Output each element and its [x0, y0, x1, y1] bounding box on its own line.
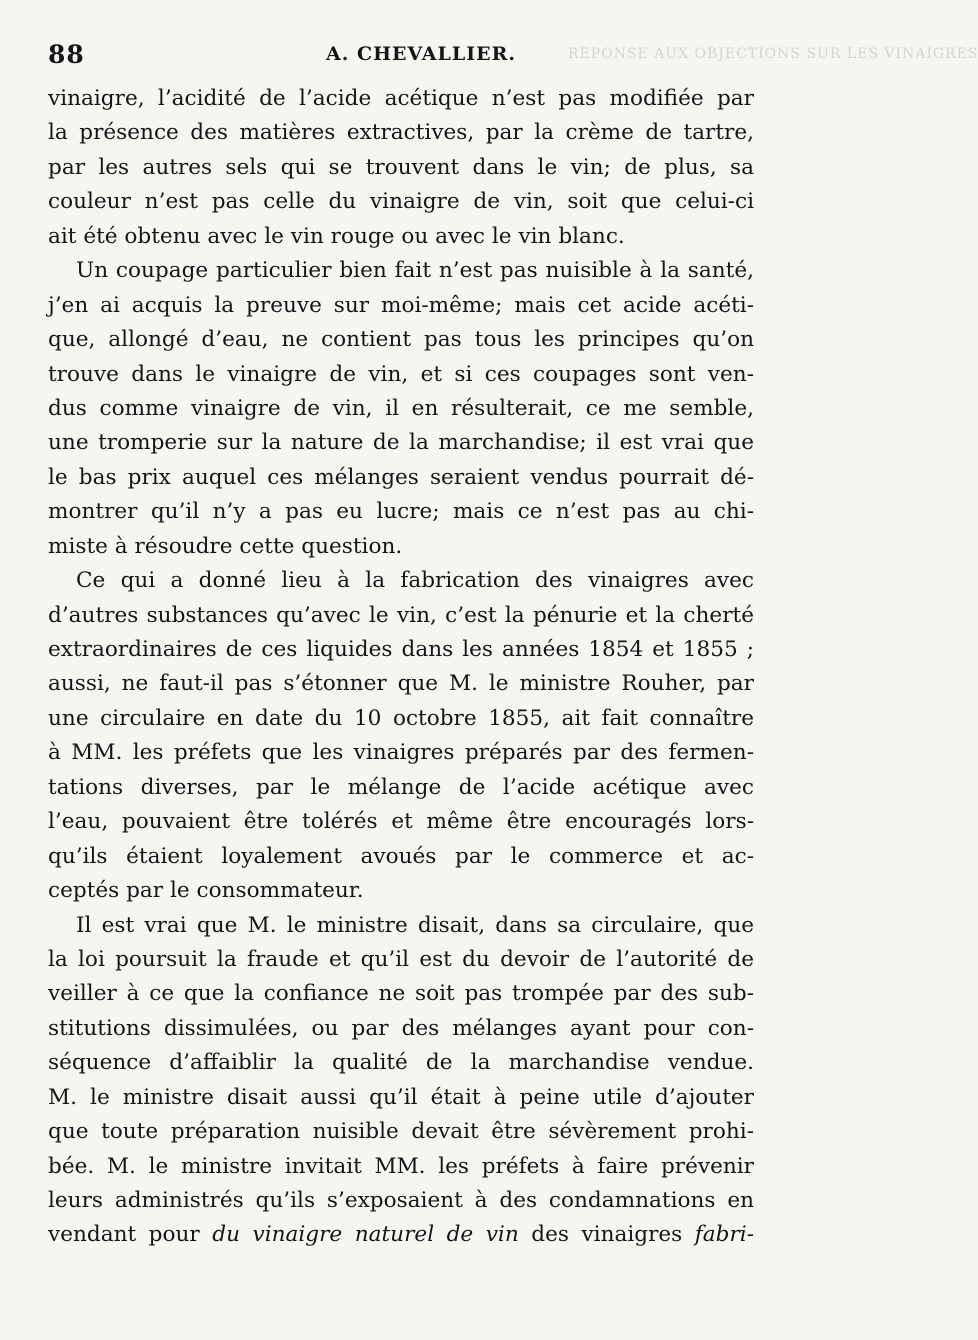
text-line: bée. M. le ministre invitait MM. les préfets à faire prévenir [48, 1153, 754, 1179]
text-line: l’eau, pouvaient être tolérés et même être encouragés lors- [48, 809, 754, 835]
paragraph-3 [48, 564, 754, 908]
text-line: séquence d’affaiblir la qualité de la marchandise vendue. [48, 1050, 754, 1076]
text-line: M. le ministre disait aussi qu’il était à peine utile d’ajouter [48, 1084, 754, 1110]
show-through-text: REPONSE AUX OBJECTIONS SUR LES VINAIGRES [568, 46, 978, 62]
italic-phrase: du vinaigre naturel de vin [212, 1222, 519, 1248]
italic-fragment: fabri- [694, 1222, 754, 1248]
text-line: d’autres substances qu’avec le vin, c’est la pénurie et la cherté [48, 602, 754, 628]
text-line: stitutions dissimulées, ou par des mélanges ayant pour con- [48, 1015, 754, 1041]
paragraph-4 [48, 909, 754, 1253]
text-line: Il est vrai que M. le ministre disait, dans sa circulaire, que [76, 912, 754, 938]
line-segment: des vinaigres [518, 1222, 695, 1248]
text-line: extraordinaires de ces liquides dans les années 1854 et 1855 ; [48, 637, 754, 662]
paragraph-1 [48, 82, 754, 254]
final-text-line [48, 1218, 754, 1252]
text-line: Ce qui a donné lieu à la fabrication des vinaigres avec [76, 568, 754, 594]
text-line: par les autres sels qui se trouvent dans le vin; de plus, sa [48, 154, 754, 180]
text-line: tations diverses, par le mélange de l’acide acétique avec [48, 774, 754, 800]
page-number: 88 [48, 40, 85, 69]
text-line: aussi, ne faut-il pas s’étonner que M. le ministre Rouher, par [48, 671, 754, 697]
text-line: une circulaire en date du 10 octobre 1855, ait fait connaître [48, 705, 754, 731]
running-title: A. CHEVALLIER. [326, 43, 517, 65]
line-segment: vendant pour [48, 1222, 213, 1248]
text-line: que, allongé d’eau, ne contient pas tous les principes qu’on [48, 327, 754, 353]
text-line: dus comme vinaigre de vin, il en résulterait, ce me semble, [48, 395, 754, 421]
text-line: qu’ils étaient loyalement avoués par le commerce et ac- [48, 843, 754, 869]
running-head [48, 40, 978, 70]
text-line: le bas prix auquel ces mélanges seraient vendus pourrait dé- [48, 464, 754, 490]
text-line: couleur n’est pas celle du vinaigre de vin, soit que celui-ci [48, 189, 754, 215]
text-line: que toute préparation nuisible devait être sévèrement prohi- [48, 1119, 754, 1145]
text-line: la loi poursuit la fraude et qu’il est du devoir de l’autorité de [48, 946, 754, 972]
text-line: Un coupage particulier bien fait n’est pas nuisible à la santé, [76, 258, 754, 284]
text-line: veiller à ce que la confiance ne soit pas trompée par des sub- [48, 981, 754, 1007]
text-line: ceptés par le consommateur. [48, 878, 364, 904]
text-line: ait été obtenu avec le vin rouge ou avec le vin blanc. [48, 223, 625, 249]
text-line: j’en ai acquis la preuve sur moi-même; mais cet acide acéti- [48, 292, 754, 318]
paragraph-2 [48, 254, 754, 564]
text-line: à MM. les préfets que les vinaigres préparés par des fermen- [48, 740, 754, 766]
text-line: la présence des matières extractives, par la crème de tartre, [48, 120, 754, 146]
text-line: montrer qu’il n’y a pas eu lucre; mais ce n’est pas au chi- [48, 499, 754, 525]
text-line: trouve dans le vinaigre de vin, et si ces coupages sont ven- [48, 361, 754, 387]
body-text [48, 82, 754, 1253]
text-line: une tromperie sur la nature de la marchandise; il est vrai que [48, 430, 754, 456]
text-line: leurs administrés qu’ils s’exposaient à des condamnations en [48, 1188, 754, 1213]
text-line: vinaigre, l’acidité de l’acide acétique n’est pas modifiée par [48, 86, 754, 111]
text-line: miste à résoudre cette question. [48, 533, 403, 559]
